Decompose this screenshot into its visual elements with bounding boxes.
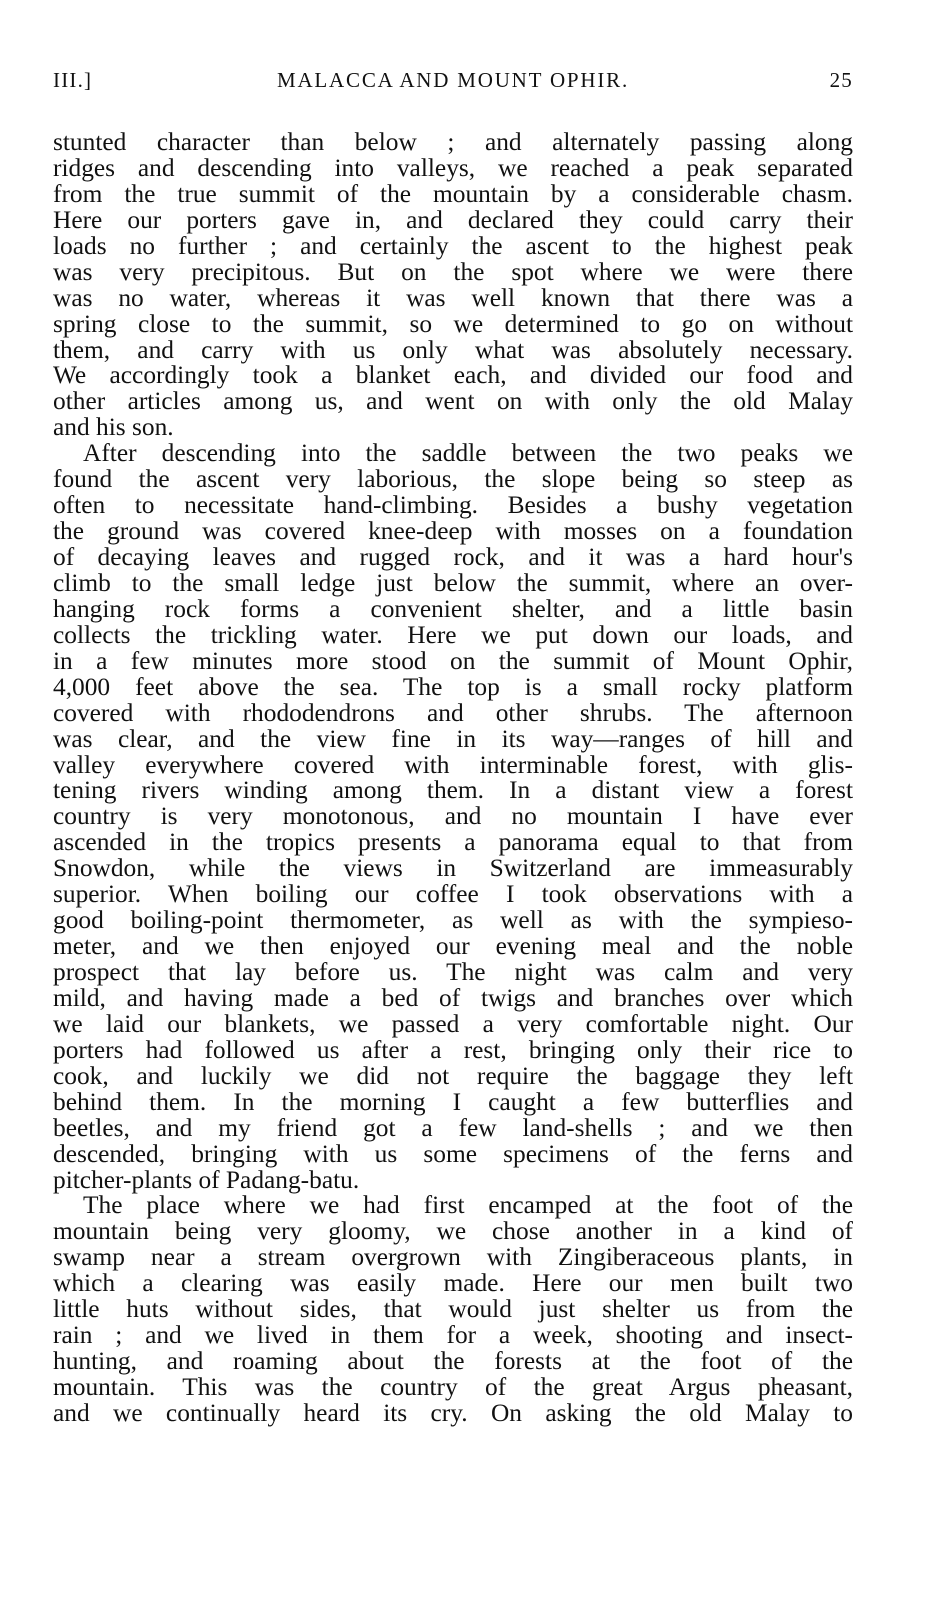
text-line: ridges and descending into valleys, we reached a peak separated [53, 153, 853, 182]
text-line: descended, bringing with us some specimens of the ferns and [53, 1139, 853, 1168]
page-number: 25 [829, 68, 853, 92]
text-line: spring close to the summit, so we determined to go on without [53, 309, 853, 338]
text-line: was clear, and the view fine in its way—ranges of hill and [53, 724, 853, 753]
paragraph [53, 130, 853, 441]
text-line: We accordingly took a blanket each, and divided our food and [53, 361, 853, 390]
text-line: pitcher-plants of Padang-batu. [53, 1165, 360, 1194]
text-line: loads no further ; and certainly the ascent to the highest peak [53, 231, 853, 260]
text-line: cook, and luckily we did not require the baggage they left [53, 1061, 853, 1090]
text-line: porters had followed us after a rest, bringing only their rice to [53, 1035, 853, 1064]
text-line: climb to the small ledge just below the summit, where an over- [53, 568, 853, 597]
text-line: prospect that lay before us. The night was calm and very [53, 958, 853, 986]
body-text [53, 130, 853, 1427]
text-line: The place where we had first encamped at the foot of the [83, 1191, 853, 1220]
text-line: hunting, and roaming about the forests at the foot of the [53, 1347, 853, 1376]
text-line: and we continually heard its cry. On asking the old Malay to [53, 1398, 853, 1427]
text-line: them, and carry with us only what was absolutely necessary. [53, 335, 853, 364]
text-line: found the ascent very laborious, the slope being so steep as [53, 465, 853, 494]
running-head [53, 68, 853, 104]
text-line: collects the trickling water. Here we put down our loads, and [53, 620, 853, 649]
text-line: from the true summit of the mountain by a considerable chasm. [53, 179, 853, 208]
text-line: which a clearing was easily made. Here our men built two [53, 1269, 853, 1298]
text-line: tening rivers winding among them. In a distant view a forest [53, 776, 853, 805]
paragraph [53, 1193, 853, 1426]
text-line: other articles among us, and went on with only the old Malay [53, 387, 853, 416]
text-line: mountain. This was the country of the great Argus pheasant, [53, 1373, 853, 1401]
text-line: often to necessitate hand-climbing. Besides a bushy vegetation [53, 491, 853, 520]
text-line: mountain being very gloomy, we chose another in a kind of [53, 1217, 853, 1246]
text-line: and his son. [53, 413, 174, 442]
chapter-number: III.] [53, 68, 93, 92]
book-page [53, 68, 853, 1427]
text-line: beetles, and my friend got a few land-shells ; and we then [53, 1113, 853, 1142]
text-line: superior. When boiling our coffee I took observations with a [53, 880, 853, 909]
text-line: covered with rhododendrons and other shrubs. The afternoon [53, 698, 853, 727]
text-line: valley everywhere covered with interminable forest, with glis- [53, 750, 853, 779]
text-line: was very precipitous. But on the spot where we were there [53, 257, 853, 286]
text-line: the ground was covered knee-deep with mosses on a foundation [53, 517, 853, 546]
text-line: rain ; and we lived in them for a week, shooting and insect- [53, 1321, 853, 1350]
text-line: 4,000 feet above the sea. The top is a small rocky platform [53, 672, 853, 701]
running-title: MALACCA AND MOUNT OPHIR. [276, 68, 630, 92]
text-line: good boiling-point thermometer, as well as with the sympieso- [53, 906, 853, 935]
text-line: stunted character than below ; and alternately passing along [53, 128, 853, 156]
text-line: in a few minutes more stood on the summit of Mount Ophir, [53, 646, 853, 675]
text-line: country is very monotonous, and no mountain I have ever [53, 802, 853, 831]
text-line: Snowdon, while the views in Switzerland are immeasurably [53, 854, 853, 883]
text-line: was no water, whereas it was well known that there was a [53, 283, 853, 312]
text-line: meter, and we then enjoyed our evening meal and the noble [53, 932, 853, 961]
text-line: After descending into the saddle between the two peaks we [83, 439, 853, 468]
text-line: ascended in the tropics presents a panorama equal to that from [53, 828, 853, 857]
text-line: of decaying leaves and rugged rock, and it was a hard hour's [53, 543, 853, 571]
text-line: swamp near a stream overgrown with Zingiberaceous plants, in [53, 1243, 853, 1272]
text-line: Here our porters gave in, and declared they could carry their [53, 205, 853, 234]
text-line: hanging rock forms a convenient shelter, and a little basin [53, 594, 853, 623]
text-line: little huts without sides, that would just shelter us from the [53, 1295, 853, 1324]
text-line: behind them. In the morning I caught a few butterflies and [53, 1087, 853, 1116]
text-line: we laid our blankets, we passed a very comfortable night. Our [53, 1009, 853, 1038]
paragraph [53, 441, 853, 1193]
text-line: mild, and having made a bed of twigs and branches over which [53, 983, 853, 1012]
